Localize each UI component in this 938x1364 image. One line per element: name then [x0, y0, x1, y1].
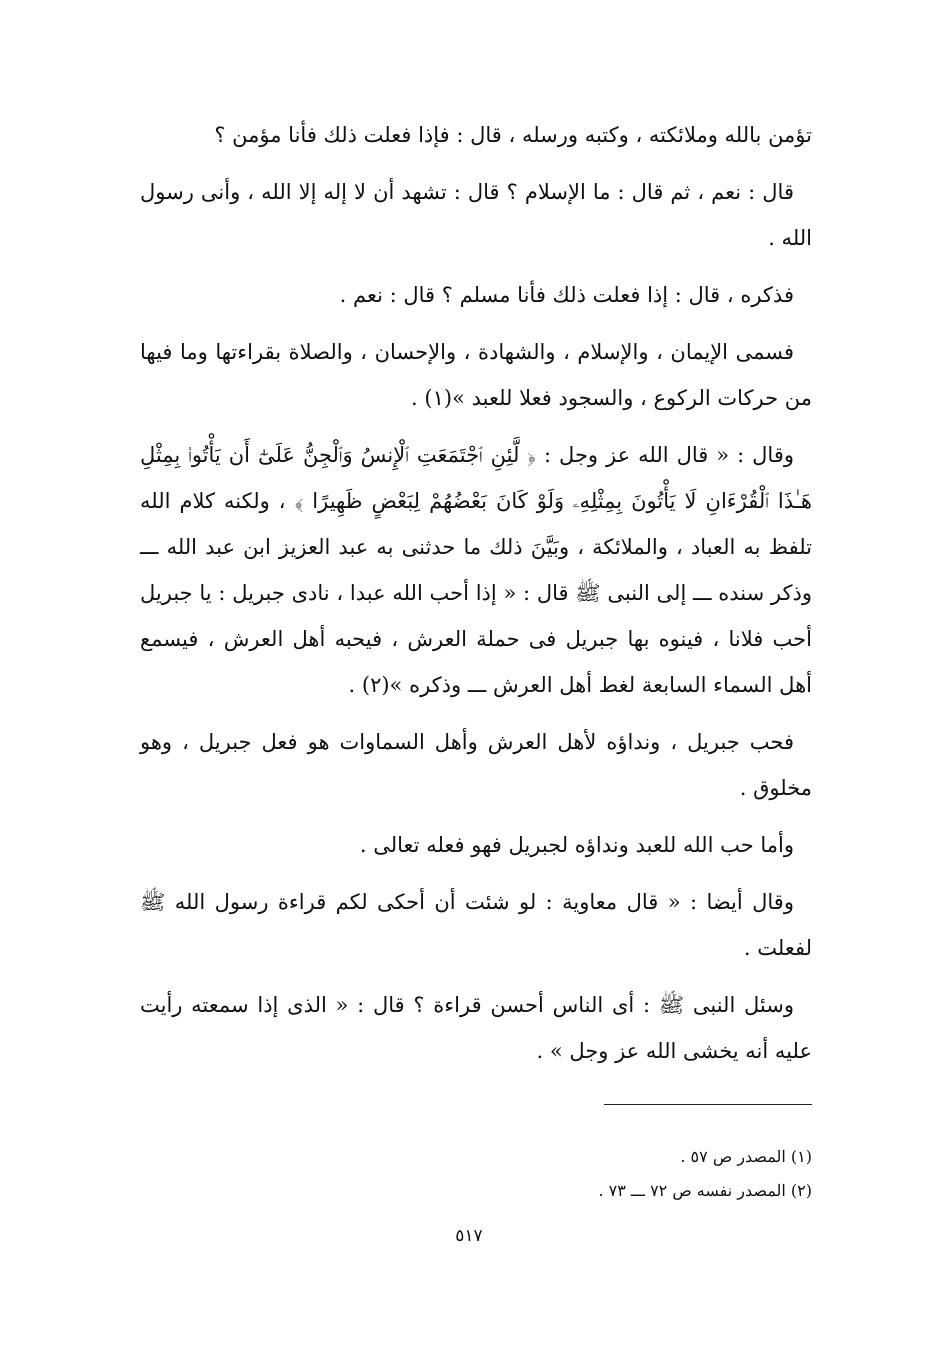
paragraph-6: فحب جبريل ، ونداؤه لأهل العرش وأهل السماوات هو فعل جبريل ، وهو مخلوق . — [140, 730, 812, 800]
page-body — [140, 112, 812, 1085]
paragraph-2: قال : نعم ، ثم قال : ما الإسلام ؟ قال : تشهد أن لا إله إلا الله ، وأنى رسول الله . — [140, 180, 812, 250]
paragraph-5: وقال : « قال الله عز وجل : ﴿ لَّئِنِ ٱجْتَمَعَتِ ٱلْإِنسُ وَٱلْجِنُّ عَلَىٰٓ أَن يَأْتُوا۟ بِمِثْلِ هَـٰذَا ٱلْقُرْءَانِ لَا يَأْتُونَ بِمِثْلِهِۦ وَلَوْ كَانَ بَعْضُهُمْ لِبَعْضٍ ظَهِيرًا ﴾ ، ولكنه كلام الله تلفظ به العباد ، والملائكة ، وبَيَّنَ ذلك ما حدثنى به عبد العزيز ابن عبد الله ـــ وذكر سنده ـــ إلى النبى ﷺ قال : « إذا أحب الله عبدا ، نادى جبريل : يا جبريل أحب فلانا ، فينوه بها جبريل فى حملة العرش ، فيحبه أهل العرش ، فيسمع أهل السماء السابعة لغط أهل العرش ـــ وذكره »(٢) . — [140, 443, 812, 697]
footnote-2: (٢) المصدر نفسه ص ٧٢ ـــ ٧٣ . — [598, 1181, 812, 1200]
footnote-divider — [604, 1104, 812, 1105]
paragraph-8: وقال أيضا : « قال معاوية : لو شئت أن أحكى لكم قراءة رسول الله ﷺ لفعلت . — [140, 890, 812, 960]
paragraph-7: وأما حب الله للعبد ونداؤه لجبريل فهو فعله تعالى . — [359, 833, 794, 857]
paragraph-9: وسئل النبى ﷺ : أى الناس أحسن قراءة ؟ قال : « الذى إذا سمعته رأيت عليه أنه يخشى الله عز وجل » . — [140, 993, 812, 1063]
paragraph-1: تؤمن بالله وملائكته ، وكتبه ورسله ، قال : فإذا فعلت ذلك فأنا مؤمن ؟ — [214, 123, 812, 147]
paragraph-4: فسمى الإيمان ، والإسلام ، والشهادة ، والإحسان ، والصلاة بقراءتها وما فيها من حركات الركوع ، والسجود فعلا للعبد »(١) . — [140, 340, 812, 410]
page-number: ٥١٧ — [455, 1226, 483, 1246]
paragraph-3: فذكره ، قال : إذا فعلت ذلك فأنا مسلم ؟ قال : نعم . — [339, 283, 794, 307]
footnote-1: (١) المصدر ص ٥٧ . — [680, 1147, 812, 1166]
footnotes — [140, 1140, 812, 1208]
